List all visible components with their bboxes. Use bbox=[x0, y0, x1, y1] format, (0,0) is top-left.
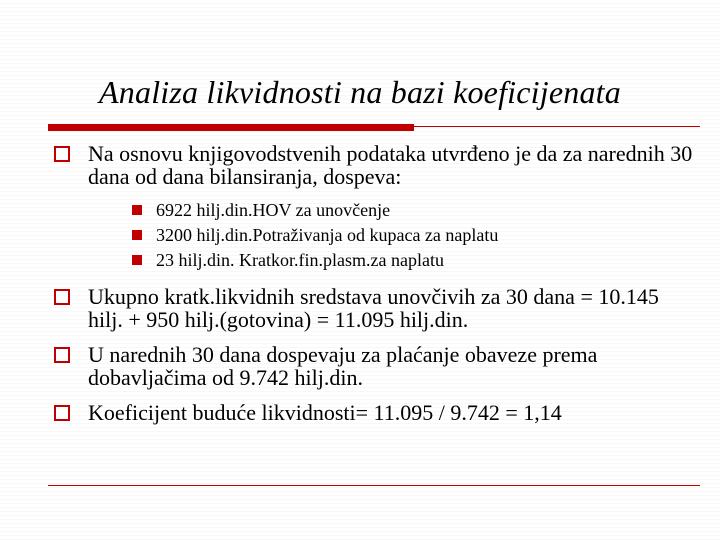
bullet-item bbox=[54, 343, 694, 389]
hollow-square-bullet-icon bbox=[54, 146, 70, 162]
filled-square-bullet-icon bbox=[132, 255, 142, 265]
slide-body bbox=[54, 142, 694, 436]
sub-bullet-text: 3200 hilj.din.Potraživanja od kupaca za naplatu bbox=[156, 225, 499, 245]
bullet-text: Na osnovu knjigovodstvenih podataka utvrđeno je da za narednih 30 dana od dana bilansiranja, dospeva: bbox=[88, 141, 693, 189]
bullet-text: Ukupno kratk.likvidnih sredstava unovčivih za 30 dana = 10.145 hilj. + 950 hilj.(gotovina) = 11.095 hilj.din. bbox=[88, 284, 659, 332]
filled-square-bullet-icon bbox=[132, 230, 142, 240]
bullet-item bbox=[54, 142, 694, 273]
bullet-item bbox=[54, 285, 694, 331]
sub-bullet-text: 6922 hilj.din.HOV za unovčenje bbox=[156, 200, 391, 220]
bullet-item bbox=[54, 401, 694, 424]
sub-bullet-text: 23 hilj.din. Kratkor.fin.plasm.za naplatu bbox=[156, 250, 444, 270]
sub-bullet-item bbox=[88, 248, 694, 273]
title-accent-bar bbox=[48, 124, 414, 131]
hollow-square-bullet-icon bbox=[54, 289, 70, 305]
hollow-square-bullet-icon bbox=[54, 405, 70, 421]
sub-bullet-list bbox=[88, 198, 694, 273]
hollow-square-bullet-icon bbox=[54, 347, 70, 363]
bullet-text: U narednih 30 dana dospevaju za plaćanje obaveze prema dobavljačima od 9.742 hilj.din. bbox=[88, 342, 598, 390]
sub-bullet-item bbox=[88, 223, 694, 248]
footer-divider-line bbox=[48, 485, 700, 486]
sub-bullet-item bbox=[88, 198, 694, 223]
filled-square-bullet-icon bbox=[132, 205, 142, 215]
slide-title: Analiza likvidnosti na bazi koeficijenata bbox=[99, 74, 621, 110]
bullet-text: Koeficijent buduće likvidnosti= 11.095 / 9.742 = 1,14 bbox=[88, 400, 562, 425]
